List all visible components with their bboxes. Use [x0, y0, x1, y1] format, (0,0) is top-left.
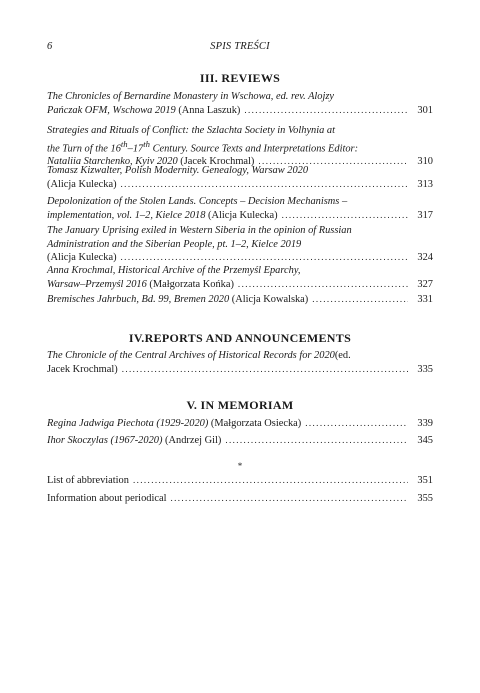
- toc-entry[interactable]: [47, 492, 433, 506]
- entry-page: 355: [417, 493, 433, 504]
- entry-author: Jacek Krochmal): [47, 363, 118, 375]
- section-title-reviews: III. REVIEWS: [199, 71, 281, 85]
- entry-title-line: List of abbreviation: [47, 475, 129, 486]
- entry-title-line: Regina Jadwiga Piechota (1929-2020): [47, 418, 209, 429]
- section-title-reports: IV.REPORTS AND ANNOUNCEMENTS: [128, 331, 352, 345]
- running-title: SPIS TREŚCI: [210, 41, 270, 52]
- toc-entry[interactable]: [47, 474, 433, 488]
- entry-page: 324: [417, 252, 433, 263]
- entry-page: 339: [417, 418, 433, 429]
- toc-entry[interactable]: [47, 264, 433, 291]
- entry-title-line: The January Uprising exiled in Western Siberia in the opinion of Russian: [47, 225, 352, 236]
- superscript: th: [120, 138, 128, 149]
- entry-page: 310: [417, 156, 433, 168]
- entry-author: (Małgorzata Osiecka): [210, 418, 302, 429]
- entry-author: (Alicja Kulecka): [47, 252, 117, 263]
- entry-title-line: Information about periodical: [47, 493, 167, 504]
- toc-entry[interactable]: [47, 417, 433, 431]
- entry-author: (Jacek Krochmal): [180, 156, 255, 168]
- entry-title-line: The Chronicle of the Central Archives of Historical Records for 2020: [47, 350, 335, 361]
- entry-page: 301: [417, 104, 433, 116]
- entry-author: (Alicja Kowalska): [231, 294, 309, 305]
- entry-author: (Andrzej Gil): [165, 435, 222, 446]
- entry-page: 317: [417, 209, 433, 221]
- entry-title-line: Warsaw–Przemyśl 2016: [47, 278, 147, 290]
- leader-dots: [225, 434, 408, 448]
- entry-page: 331: [417, 294, 433, 305]
- toc-entry[interactable]: [47, 164, 433, 191]
- running-head: [47, 41, 433, 55]
- entry-author: (Małgorzata Końka): [149, 278, 234, 290]
- entry-title-line: Pańczak OFM, Wschowa 2019: [47, 104, 176, 116]
- entry-page: 351: [417, 475, 433, 486]
- entry-title-line: Anna Krochmal, Historical Archive of the Przemyśl Eparchy,: [47, 265, 301, 276]
- entry-editor: (ed.: [334, 350, 351, 361]
- entry-author: (Alicja Kulecka): [47, 178, 117, 190]
- entry-title-line: Nataliia Starchenko, Kyiv 2020: [47, 156, 178, 168]
- leader-dots: [282, 209, 408, 223]
- leader-dots: [244, 104, 408, 118]
- leader-dots: [121, 178, 408, 192]
- leader-dots: [121, 251, 408, 265]
- leader-dots: [133, 474, 408, 488]
- toc-entry[interactable]: [47, 124, 433, 169]
- toc-entry[interactable]: [47, 434, 433, 448]
- toc-entry[interactable]: [47, 349, 433, 376]
- entry-title-line: Bremisches Jahrbuch, Bd. 99, Bremen 2020: [47, 294, 230, 305]
- entry-title-line: Depolonization of the Stolen Lands. Concepts – Decision Mechanisms –: [47, 196, 348, 207]
- entry-author: (Anna Laszuk): [178, 104, 241, 116]
- separator-asterisk: *: [237, 461, 243, 471]
- section-title-memoriam: V. IN MEMORIAM: [186, 398, 294, 412]
- toc-entry[interactable]: [47, 195, 433, 222]
- leader-dots: [122, 363, 408, 377]
- toc-entry[interactable]: [47, 224, 433, 265]
- leader-dots: [238, 278, 408, 292]
- entry-title-line: Ihor Skoczylas (1967-2020): [47, 435, 163, 446]
- leader-dots: [305, 417, 408, 431]
- entry-page: 313: [417, 178, 433, 190]
- leader-dots: [312, 293, 408, 307]
- entry-title-line: the Turn of the 16th–17th Century. Source Texts and Interpretations Editor:: [47, 138, 359, 154]
- superscript: th: [143, 138, 150, 149]
- entry-title-line: Tomasz Kizwalter, Polish Modernity. Genealogy, Warsaw 2020: [47, 165, 309, 176]
- toc-entry[interactable]: [47, 90, 433, 117]
- entry-title-line: Strategies and Rituals of Conflict: the Szlachta Society in Volhynia at: [47, 125, 336, 136]
- entry-title-line: Administration and the Siberian People, pt. 1–2, Kielce 2019: [47, 238, 302, 250]
- entry-page: 335: [417, 363, 433, 375]
- entry-title-line: implementation, vol. 1–2, Kielce 2018: [47, 209, 206, 221]
- entry-author: (Alicja Kulecka): [208, 209, 278, 221]
- entry-page: 345: [417, 435, 433, 446]
- entry-page: 327: [417, 278, 433, 290]
- entry-title-line: The Chronicles of Bernardine Monastery in Wschowa, ed. rev. Alojzy: [47, 91, 335, 102]
- page-number: 6: [47, 41, 53, 52]
- leader-dots: [170, 492, 408, 506]
- toc-entry[interactable]: [47, 293, 433, 307]
